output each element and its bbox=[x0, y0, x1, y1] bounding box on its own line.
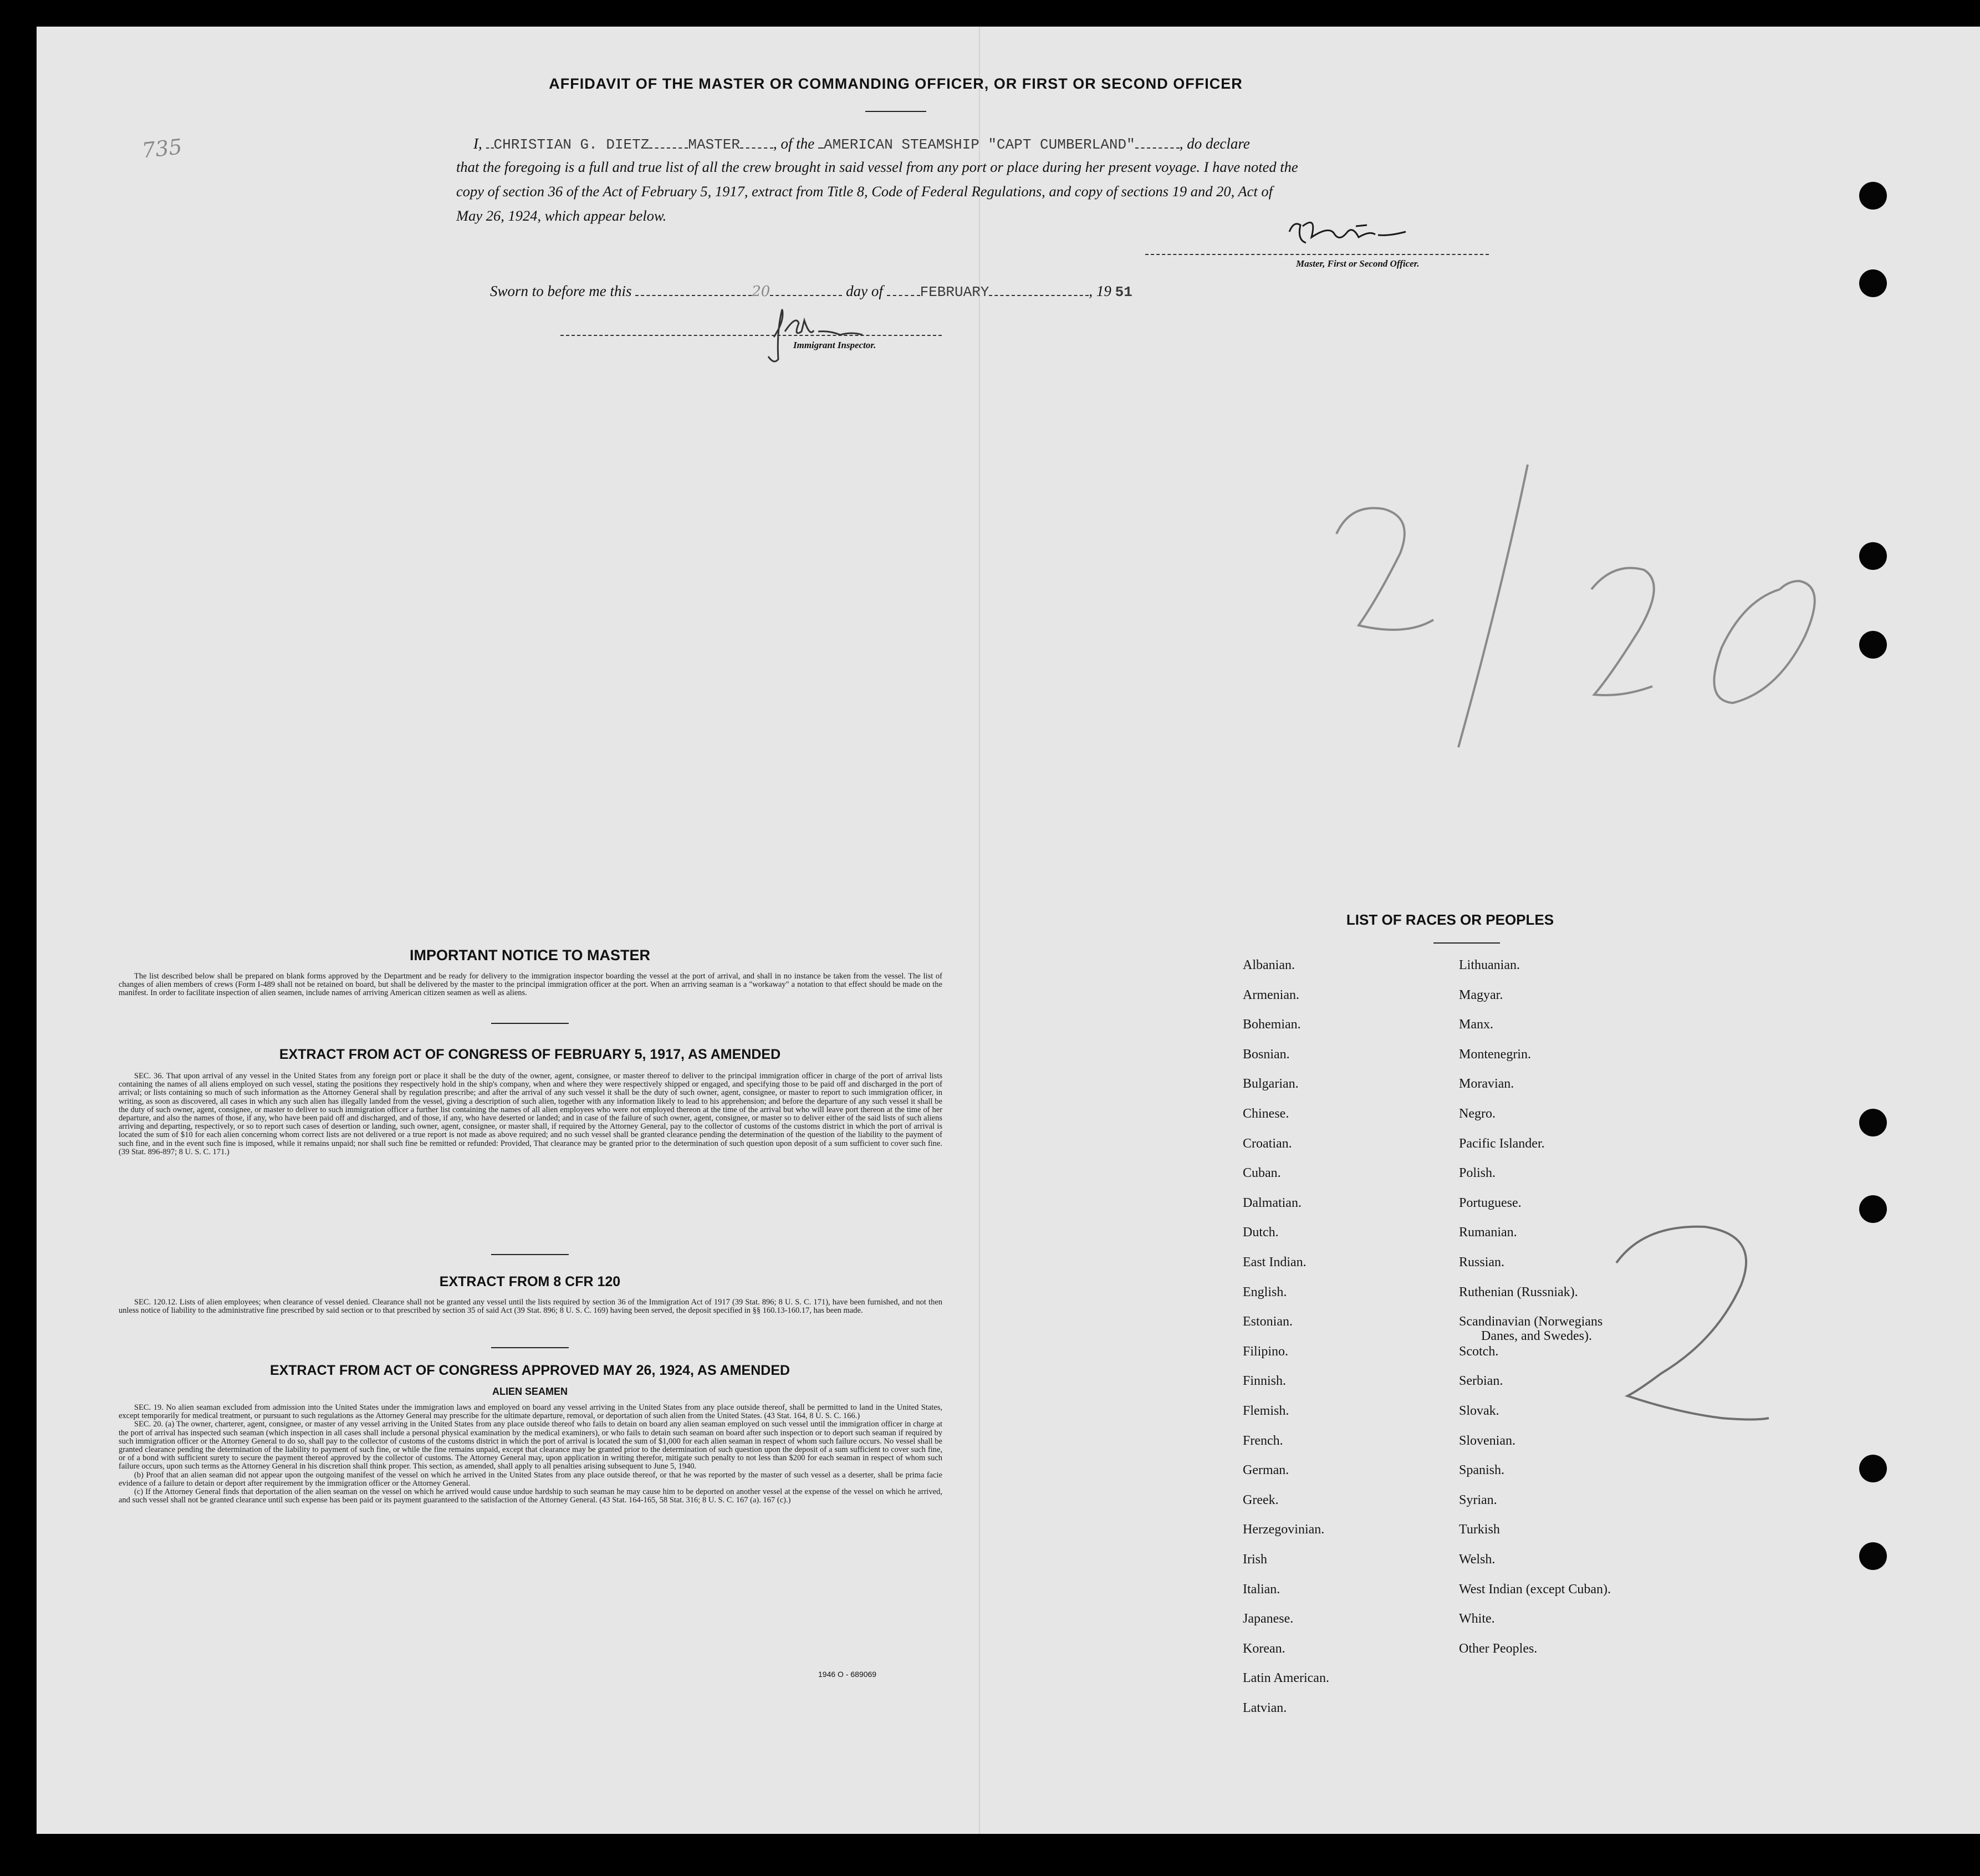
title-rule bbox=[865, 111, 926, 112]
punch-hole bbox=[1859, 1455, 1887, 1482]
race-item: Estonian. bbox=[1243, 1314, 1293, 1329]
extract1-title: EXTRACT FROM ACT OF CONGRESS OF FEBRUARY 5, 1917, AS AMENDED bbox=[279, 1047, 781, 1062]
race-item: Cuban. bbox=[1243, 1166, 1281, 1181]
punch-hole bbox=[1859, 269, 1887, 297]
race-item: Japanese. bbox=[1243, 1612, 1294, 1627]
affidavit-body-line-2: copy of section 36 of the Act of February 5, 1917, extract from Title 8, Code of Federal Regulations, and copy of sections 19 and 20, Act of bbox=[456, 183, 1273, 200]
race-item: Montenegrin. bbox=[1459, 1047, 1531, 1062]
race-item: Russian. bbox=[1459, 1255, 1505, 1270]
extract1-text bbox=[119, 1072, 942, 1156]
race-item: Chinese. bbox=[1243, 1107, 1289, 1121]
do-declare-text: , do declare bbox=[1179, 135, 1250, 152]
of-the-text: , of the bbox=[773, 135, 815, 152]
notice-text bbox=[119, 972, 942, 998]
vessel-name: AMERICAN STEAMSHIP "CAPT CUMBERLAND" bbox=[823, 136, 1135, 153]
extract3-text bbox=[119, 1404, 942, 1505]
race-item: Irish bbox=[1243, 1552, 1267, 1567]
sec120-paragraph: SEC. 120.12. Lists of alien employees; when clearance of vessel denied. Clearance shall not be granted any vessel until the lists required by section 36 of the Immigration Act of 1917 (39 Stat. 896; 8 U. S. C. 171), have been furnished, and not then unless notice of liability to the administrative fine prescribed by said section or to that prescribed by section 35 of said Act (39 Stat. 896; 8 U. S. C. 169) having been served, the deposit specified in §§ 160.13-160.17, has been made. bbox=[119, 1298, 942, 1316]
master-signature bbox=[1278, 210, 1433, 259]
sworn-year: 51 bbox=[1115, 284, 1132, 300]
race-item: Slovak. bbox=[1459, 1404, 1499, 1418]
inspector-caption: Immigrant Inspector. bbox=[793, 340, 876, 350]
race-item: Spanish. bbox=[1459, 1463, 1505, 1478]
race-item: Italian. bbox=[1243, 1582, 1280, 1597]
race-item: Latvian. bbox=[1243, 1701, 1287, 1715]
master-name: CHRISTIAN G. DIETZ bbox=[493, 136, 650, 153]
race-item: Slovenian. bbox=[1459, 1433, 1515, 1448]
punch-hole bbox=[1859, 1109, 1887, 1136]
race-item: Other Peoples. bbox=[1459, 1641, 1538, 1656]
race-item: Dutch. bbox=[1243, 1225, 1279, 1240]
race-item: English. bbox=[1243, 1284, 1287, 1299]
race-item: Polish. bbox=[1459, 1166, 1496, 1181]
race-item: Albanian. bbox=[1243, 958, 1295, 972]
race-item: Croatian. bbox=[1243, 1136, 1292, 1151]
affidavit-declaration-line bbox=[473, 135, 1250, 153]
race-item: Latin American. bbox=[1243, 1671, 1329, 1686]
race-item: Manx. bbox=[1459, 1017, 1493, 1032]
extract3-title: EXTRACT FROM ACT OF CONGRESS APPROVED MAY 26, 1924, AS AMENDED bbox=[269, 1363, 790, 1378]
punch-hole bbox=[1859, 1195, 1887, 1223]
page-number: 735 bbox=[140, 134, 183, 163]
race-item: German. bbox=[1243, 1463, 1289, 1478]
races-title: LIST OF RACES OR PEOPLES bbox=[1346, 911, 1554, 928]
document-sheet bbox=[37, 27, 1980, 1834]
punch-hole bbox=[1859, 1542, 1887, 1570]
race-item: French. bbox=[1243, 1433, 1283, 1448]
master-position: MASTER bbox=[688, 136, 740, 153]
print-code: 1946 O - 689069 bbox=[818, 1670, 877, 1679]
extract1-rule bbox=[491, 1254, 569, 1255]
race-item: Lithuanian. bbox=[1459, 958, 1520, 972]
inspector-signature bbox=[752, 298, 885, 370]
race-item: Rumanian. bbox=[1459, 1225, 1517, 1240]
sec19-paragraph: SEC. 19. No alien seaman excluded from admission into the United States under the immigration laws and employed on board any vessel arriving in the United States from any place outside thereof, shall be permitted to land in the United States, except temporarily for medical treatment, or pursuant to such regulations as the Attorney General may prescribe for the ultimate departure, removal, or deportation of such alien from the United States. (43 Stat. 164, 8 U. S. C. 166.) bbox=[119, 1403, 942, 1421]
races-left-column bbox=[1243, 958, 1453, 1767]
race-item: Turkish bbox=[1459, 1522, 1500, 1537]
race-item: Finnish. bbox=[1243, 1374, 1287, 1389]
race-item: Syrian. bbox=[1459, 1492, 1497, 1507]
sworn-label: Sworn to before me this bbox=[490, 283, 632, 299]
race-item: Dalmatian. bbox=[1243, 1195, 1302, 1210]
master-signature-caption: Master, First or Second Officer. bbox=[1296, 258, 1420, 269]
sec20c-paragraph: (c) If the Attorney General finds that deportation of the alien seaman on the vessel on which he arrived would cause undue hardship to such seaman he may cause him to be deported on another vessel at the expense of the vessel on which he arrived, and such vessel shall not be granted clearance until such expense has been paid or its payment guaranteed to the satisfaction of the Attorney General. (43 Stat. 164-165, 58 Stat. 316; 8 U. S. C. 167 (a). 167 (c).) bbox=[119, 1487, 942, 1505]
affidavit-body-line-3: May 26, 1924, which appear below. bbox=[456, 207, 667, 224]
race-item: Bulgarian. bbox=[1243, 1077, 1299, 1092]
race-item: White. bbox=[1459, 1612, 1495, 1627]
race-item: Pacific Islander. bbox=[1459, 1136, 1545, 1151]
race-item: West Indian (except Cuban). bbox=[1459, 1582, 1611, 1597]
race-item: Bohemian. bbox=[1243, 1017, 1301, 1032]
master-signature-line bbox=[1145, 254, 1489, 255]
sec20a-paragraph: SEC. 20. (a) The owner, charterer, agent, consignee, or master of any vessel arriving in the United States from any place outside thereof who fails to detain on board any alien seaman employed on such vessel until the immigration officer in charge at the port of arrival has inspected such seaman (which inspection in all cases shall include a personal physical examination by the medical examiners), or who fails to detain such seaman on board after such inspection or to deport such seaman if required by such immigration officer or the Attorney General to do so, shall pay to the collector of customs of the customs district in which the port of arrival is located the sum of $1,000 for each alien seaman in respect of whom such failure occurs. No vessel shall be granted clearance pending the determination of the liability to payment of such fine, or while the fine remains unpaid, except that clearance may be granted prior to the determination of such question upon the deposit of a sum sufficient to cover such fine, or of a bond with sufficient surety to secure the payment thereof approved by the collector of customs. The Attorney General may, upon application in writing therefor, mitigate such penalty to not less than $200 for each seaman in respect of whom such failure occurs, upon such terms as the Attorney General in his discretion shall think proper. This section, as amended, shall apply to all penalties arising subsequent to June 5, 1940. bbox=[119, 1420, 942, 1471]
extract2-rule bbox=[491, 1347, 569, 1348]
handwritten-count-mark bbox=[1578, 1213, 1810, 1435]
race-item: Portuguese. bbox=[1459, 1195, 1522, 1210]
race-item: Bosnian. bbox=[1243, 1047, 1290, 1062]
year-prefix: , 19 bbox=[1089, 283, 1111, 299]
race-item: Ruthenian (Russniak). bbox=[1459, 1284, 1578, 1299]
affidavit-title: AFFIDAVIT OF THE MASTER OR COMMANDING OFFICER, OR FIRST OR SECOND OFFICER bbox=[549, 75, 1243, 92]
lead-i: I, bbox=[473, 135, 482, 152]
race-item: Moravian. bbox=[1459, 1077, 1514, 1092]
race-item: Armenian. bbox=[1243, 987, 1299, 1002]
affidavit-body-line-1: that the foregoing is a full and true list of all the crew brought in said vessel from any port or place during her present voyage. I have noted the bbox=[456, 159, 1298, 175]
notice-paragraph: The list described below shall be prepared on blank forms approved by the Department and be ready for delivery to the immigration inspector boarding the vessel at the port of arrival, and shall in no instance be taken from the vessel. The list of changes of alien members of crews (Form I-489 shall not be retained on board, but shall be delivered by the master to the principal immigration officer at the port. When an arriving seaman is a "workaway" a notation to that effect should be made on the manifest. In order to facilitate inspection of alien seamen, include names of arriving American citizen seamen as well as aliens. bbox=[119, 972, 942, 998]
race-item: Danes, and Swedes). bbox=[1481, 1329, 1592, 1344]
sworn-day: 20 bbox=[752, 283, 770, 300]
race-item: Serbian. bbox=[1459, 1374, 1503, 1389]
race-item: Negro. bbox=[1459, 1107, 1496, 1121]
notice-rule bbox=[491, 1023, 569, 1024]
extract2-text bbox=[119, 1298, 942, 1315]
punch-hole bbox=[1859, 182, 1887, 210]
race-item: Flemish. bbox=[1243, 1404, 1289, 1418]
sworn-month: FEBRUARY bbox=[920, 284, 989, 300]
race-item: Greek. bbox=[1243, 1492, 1279, 1507]
races-rule bbox=[1433, 942, 1500, 944]
inspector-signature-line bbox=[560, 335, 942, 336]
sec36-paragraph: SEC. 36. That upon arrival of any vessel in the United States from any foreign port or place it shall be the duty of the owner, agent, consignee, or master thereof to deliver to the principal immigration officer in charge of the port of arrival lists containing the names of all aliens employed on such vessel, stating the positions they respectively hold in the ship's company, when and where they were respectively shipped or engaged, and specifying those to be paid off and discharged in the port of arrival; or lists containing so much of such information as the Attorney General shall by regulation prescribe; and after the arrival of any such vessel it shall be the duty of such owner, agent, consignee, or master to report to such immigration officer, in writing, as soon as discovered, all cases in which any such alien has illegally landed from the vessel, giving a description of such alien, together with any information likely to lead to his apprehension; and before the departure of any such vessel it shall be the duty of such owner, agent, consignee, or master to deliver to such immigration officer a further list containing the names of all alien employees who were not employed thereon at the time of the arrival but who will leave port thereon at the time of her departure, and also the names of those, if any, who have been paid off and discharged, and of those, if any, who have deserted or landed; and in case of the failure of such owner, agent, consignee, or master so to deliver either of the said lists of such aliens arriving and departing, respectively, or so to report such cases of desertion or landing, such owner, agent, consignee, or master shall, if required by the Attorney General, pay to the collector of customs of the customs district in which the port of arrival is located the sum of $10 for each alien concerning whom correct lists are not delivered or a true report is not made as above required; and no such vessel shall be granted clearance pending the determination of the question of the liability to the payment of such fine, and in the event such fine is imposed, while it remains unpaid; nor shall such fine be remitted or refunded: Provided, That clearance may be granted prior to the determination of such question upon deposit of a sum sufficient to cover such fine. (39 Stat. 896-897; 8 U. S. C. 171.) bbox=[119, 1072, 942, 1156]
race-item: East Indian. bbox=[1243, 1255, 1307, 1270]
sec20b-paragraph: (b) Proof that an alien seaman did not appear upon the outgoing manifest of the vessel on which he arrived in the United States from any place outside thereof, or that he was reported by the master of such vessel as a deserter, shall be prima facie evidence of a failure to detain or deport after requirement by the immigration officer or the Attorney General. bbox=[119, 1470, 942, 1488]
race-item: Magyar. bbox=[1459, 987, 1503, 1002]
race-item: Herzegovinian. bbox=[1243, 1522, 1325, 1537]
race-item: Korean. bbox=[1243, 1641, 1285, 1656]
race-item: Scandinavian (Norwegians bbox=[1459, 1314, 1603, 1329]
notice-title: IMPORTANT NOTICE TO MASTER bbox=[410, 947, 650, 964]
extract3-subtitle: ALIEN SEAMEN bbox=[492, 1386, 568, 1397]
extract2-title: EXTRACT FROM 8 CFR 120 bbox=[439, 1274, 621, 1289]
race-item: Filipino. bbox=[1243, 1344, 1289, 1359]
handwritten-date-mark bbox=[1312, 415, 1866, 803]
race-item: Scotch. bbox=[1459, 1344, 1499, 1359]
race-item: Welsh. bbox=[1459, 1552, 1496, 1567]
day-of-label: day of bbox=[846, 283, 883, 299]
